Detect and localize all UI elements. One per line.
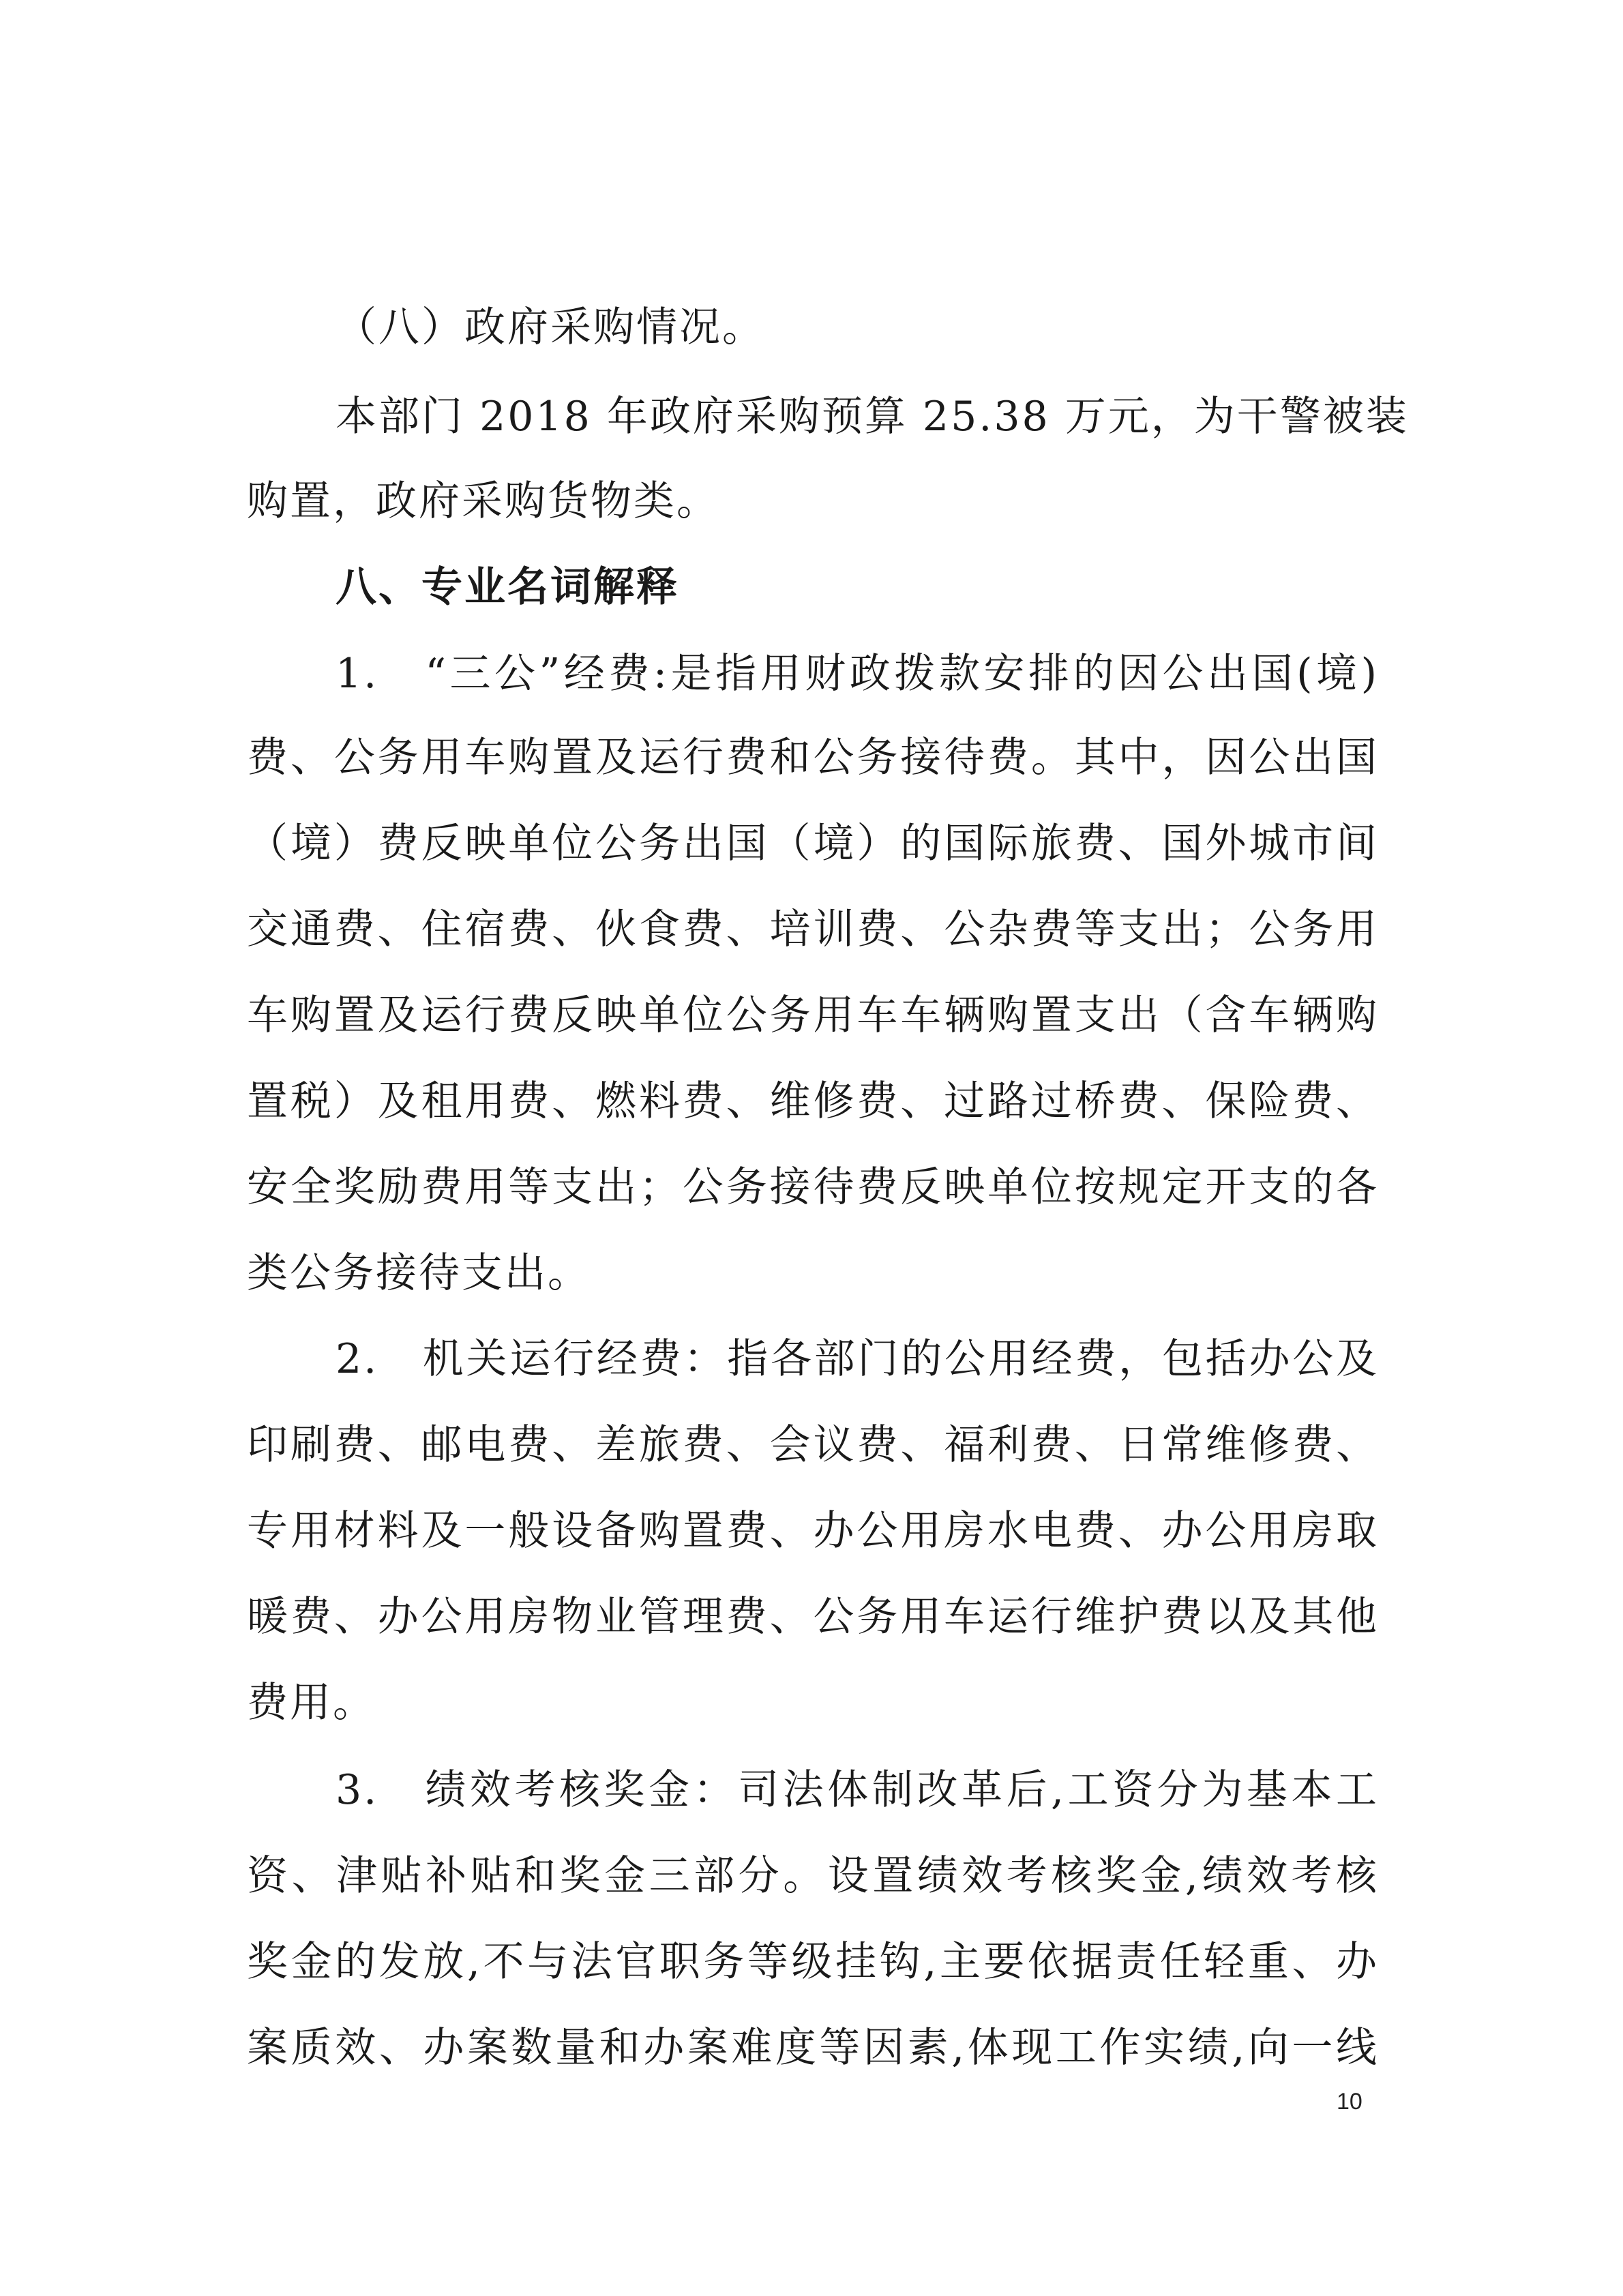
term-2-line-3: 专用材料及一般设备购置费、办公用房水电费、办公用房取	[247, 1507, 1379, 1555]
term-3-line-2: 资、津贴补贴和奖金三部分。设置绩效考核奖金,绩效考核	[247, 1852, 1379, 1900]
term-1-line-6: 置税）及租用费、燃料费、维修费、过路过桥费、保险费、	[247, 1077, 1379, 1125]
term-2-line-1: 2. 机关运行经费：指各部门的公用经费，包括办公及	[336, 1335, 1379, 1383]
term-3-line-1: 3. 绩效考核奖金：司法体制改革后,工资分为基本工	[336, 1766, 1379, 1814]
term-1-line-1: 1. “三公”经费:是指用财政拨款安排的因公出国(境)	[336, 650, 1379, 698]
term-3-line-4: 案质效、办案数量和办案难度等因素,体现工作实绩,向一线	[247, 2024, 1379, 2072]
term-3-line-3: 奖金的发放,不与法官职务等级挂钩,主要依据责任轻重、办	[247, 1938, 1379, 1986]
paragraph-procurement-line-1: 本部门 2018 年政府采购预算 25.38 万元，为干警被装	[336, 393, 1409, 441]
term-1-line-3: （境）费反映单位公务出国（境）的国际旅费、国外城市间	[247, 820, 1379, 867]
term-2-line-4: 暖费、办公用房物业管理费、公务用车运行维护费以及其他	[247, 1593, 1379, 1641]
term-1-line-5: 车购置及运行费反映单位公务用车车辆购置支出（含车辆购	[247, 992, 1379, 1039]
term-1-line-4: 交通费、住宿费、伙食费、培训费、公杂费等支出；公务用	[247, 906, 1379, 953]
term-2-line-5: 费用。	[247, 1679, 376, 1727]
term-1-line-2: 费、公务用车购置及运行费和公务接待费。其中，因公出国	[247, 734, 1379, 781]
page-number: 10	[1337, 2089, 1363, 2115]
term-1-line-7: 安全奖励费用等支出；公务接待费反映单位按规定开支的各	[247, 1163, 1379, 1211]
section-heading-terms: 八、专业名词解释	[336, 563, 679, 611]
term-2-line-2: 印刷费、邮电费、差旅费、会议费、福利费、日常维修费、	[247, 1421, 1379, 1469]
term-1-line-8: 类公务接待支出。	[247, 1249, 591, 1297]
subsection-heading-government-procurement: （八）政府采购情况。	[336, 303, 765, 351]
paragraph-procurement-line-2: 购置，政府采购货物类。	[247, 477, 719, 525]
